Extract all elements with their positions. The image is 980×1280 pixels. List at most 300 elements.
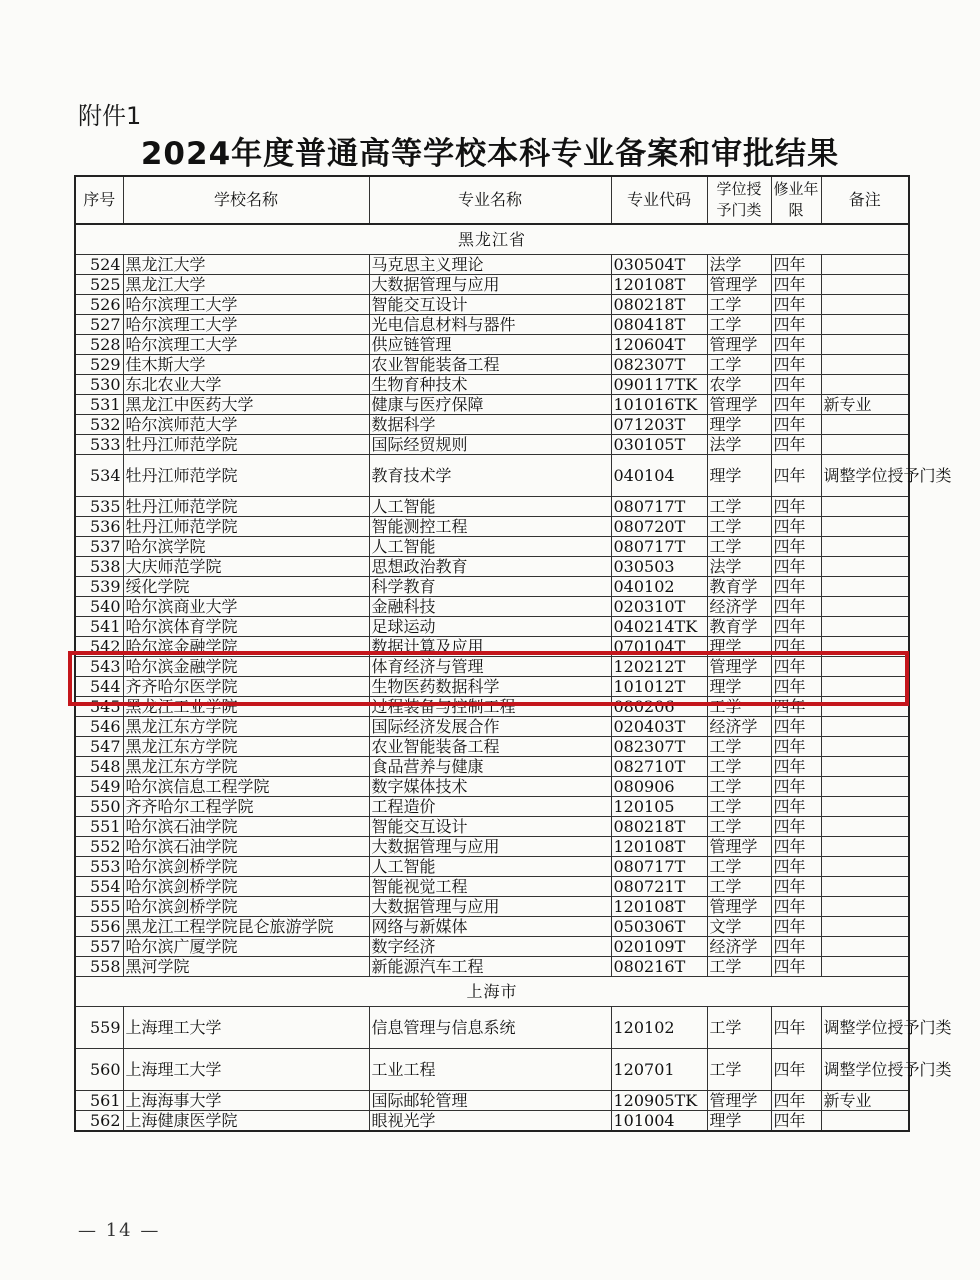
cell-code: 082710T	[611, 757, 707, 777]
cell-degree: 法学	[707, 435, 771, 455]
cell-major: 金融科技	[369, 597, 611, 617]
cell-major: 智能视觉工程	[369, 877, 611, 897]
cell-note	[821, 435, 909, 455]
cell-years: 四年	[771, 1007, 821, 1049]
document-title: 2024年度普通高等学校本科专业备案和审批结果	[140, 136, 840, 172]
table-row	[75, 777, 909, 797]
cell-school: 哈尔滨师范大学	[123, 415, 369, 435]
cell-school: 黑龙江东方学院	[123, 757, 369, 777]
cell-code: 120701	[611, 1049, 707, 1091]
cell-note	[821, 637, 909, 657]
cell-note: 调整学位授予门类	[821, 455, 909, 497]
table-row	[75, 335, 909, 355]
cell-years: 四年	[771, 877, 821, 897]
cell-degree: 工学	[707, 857, 771, 877]
table-body	[75, 224, 952, 1131]
cell-school: 哈尔滨广厦学院	[123, 937, 369, 957]
cell-no: 536	[75, 517, 123, 537]
cell-note	[821, 255, 909, 275]
cell-code: 030504T	[611, 255, 707, 275]
cell-years: 四年	[771, 657, 821, 677]
cell-note	[821, 957, 909, 977]
cell-major: 健康与医疗保障	[369, 395, 611, 415]
cell-years: 四年	[771, 837, 821, 857]
cell-note	[821, 837, 909, 857]
cell-years: 四年	[771, 295, 821, 315]
cell-years: 四年	[771, 1111, 821, 1132]
cell-degree: 理学	[707, 455, 771, 497]
table-row	[75, 717, 909, 737]
table-row	[75, 415, 909, 435]
cell-school: 哈尔滨金融学院	[123, 657, 369, 677]
cell-degree: 工学	[707, 355, 771, 375]
cell-degree: 工学	[707, 517, 771, 537]
cell-code: 080720T	[611, 517, 707, 537]
cell-years: 四年	[771, 315, 821, 335]
cell-major: 生物医药数据科学	[369, 677, 611, 697]
cell-code: 080717T	[611, 537, 707, 557]
table-row	[75, 275, 909, 295]
cell-school: 牡丹江师范学院	[123, 497, 369, 517]
cell-school: 哈尔滨理工大学	[123, 315, 369, 335]
cell-years: 四年	[771, 777, 821, 797]
table-row	[75, 897, 909, 917]
header-school: 学校名称	[123, 176, 369, 224]
cell-degree: 工学	[707, 697, 771, 717]
cell-no: 562	[75, 1111, 123, 1132]
cell-major: 数字媒体技术	[369, 777, 611, 797]
header-code: 专业代码	[611, 176, 707, 224]
cell-years: 四年	[771, 897, 821, 917]
cell-school: 大庆师范学院	[123, 557, 369, 577]
cell-no: 528	[75, 335, 123, 355]
province-row	[75, 224, 909, 255]
cell-no: 529	[75, 355, 123, 375]
cell-note	[821, 817, 909, 837]
cell-no: 546	[75, 717, 123, 737]
cell-years: 四年	[771, 697, 821, 717]
cell-no: 545	[75, 697, 123, 717]
cell-code: 082307T	[611, 737, 707, 757]
cell-no: 524	[75, 255, 123, 275]
cell-no: 534	[75, 455, 123, 497]
table-row	[75, 917, 909, 937]
majors-table	[74, 175, 952, 1132]
table-header-row	[75, 176, 909, 224]
cell-major: 国际经贸规则	[369, 435, 611, 455]
cell-note	[821, 697, 909, 717]
cell-code: 080721T	[611, 877, 707, 897]
cell-note	[821, 355, 909, 375]
cell-degree: 工学	[707, 877, 771, 897]
cell-no: 532	[75, 415, 123, 435]
cell-degree: 文学	[707, 917, 771, 937]
cell-code: 080218T	[611, 817, 707, 837]
table-row	[75, 737, 909, 757]
cell-no: 544	[75, 677, 123, 697]
cell-degree: 管理学	[707, 897, 771, 917]
header-no: 序号	[75, 176, 123, 224]
cell-no: 538	[75, 557, 123, 577]
cell-note	[821, 617, 909, 637]
cell-school: 上海海事大学	[123, 1091, 369, 1111]
province-name: 上海市	[75, 977, 909, 1007]
cell-major: 农业智能装备工程	[369, 355, 611, 375]
cell-note	[821, 375, 909, 395]
cell-school: 哈尔滨商业大学	[123, 597, 369, 617]
cell-code: 082307T	[611, 355, 707, 375]
cell-years: 四年	[771, 497, 821, 517]
cell-no: 552	[75, 837, 123, 857]
cell-major: 工业工程	[369, 1049, 611, 1091]
cell-school: 哈尔滨石油学院	[123, 837, 369, 857]
cell-code: 120108T	[611, 275, 707, 295]
cell-school: 齐齐哈尔医学院	[123, 677, 369, 697]
cell-degree: 管理学	[707, 335, 771, 355]
cell-major: 体育经济与管理	[369, 657, 611, 677]
cell-degree: 理学	[707, 677, 771, 697]
cell-school: 哈尔滨剑桥学院	[123, 897, 369, 917]
cell-no: 543	[75, 657, 123, 677]
cell-degree: 工学	[707, 737, 771, 757]
cell-degree: 法学	[707, 255, 771, 275]
cell-code: 101012T	[611, 677, 707, 697]
cell-major: 国际邮轮管理	[369, 1091, 611, 1111]
table-row	[75, 797, 909, 817]
cell-code: 101004	[611, 1111, 707, 1132]
cell-school: 哈尔滨理工大学	[123, 295, 369, 315]
table-row	[75, 657, 909, 677]
cell-school: 黑龙江东方学院	[123, 717, 369, 737]
table-row	[75, 857, 909, 877]
table-row	[75, 557, 909, 577]
cell-years: 四年	[771, 677, 821, 697]
cell-major: 光电信息材料与器件	[369, 315, 611, 335]
cell-years: 四年	[771, 517, 821, 537]
cell-school: 哈尔滨学院	[123, 537, 369, 557]
cell-major: 智能测控工程	[369, 517, 611, 537]
cell-years: 四年	[771, 757, 821, 777]
cell-no: 556	[75, 917, 123, 937]
cell-note	[821, 777, 909, 797]
table-row	[75, 1007, 909, 1049]
cell-major: 大数据管理与应用	[369, 897, 611, 917]
cell-no: 548	[75, 757, 123, 777]
table-row	[75, 295, 909, 315]
cell-code: 080218T	[611, 295, 707, 315]
page-number: — 14 —	[78, 1220, 161, 1241]
cell-school: 哈尔滨金融学院	[123, 637, 369, 657]
cell-school: 黑龙江工程学院昆仑旅游学院	[123, 917, 369, 937]
cell-degree: 理学	[707, 1111, 771, 1132]
cell-note	[821, 557, 909, 577]
cell-years: 四年	[771, 597, 821, 617]
cell-note	[821, 857, 909, 877]
cell-degree: 工学	[707, 1007, 771, 1049]
cell-major: 数字经济	[369, 937, 611, 957]
cell-degree: 管理学	[707, 657, 771, 677]
cell-note	[821, 295, 909, 315]
province-name: 黑龙江省	[75, 224, 909, 255]
cell-years: 四年	[771, 255, 821, 275]
cell-no: 526	[75, 295, 123, 315]
cell-code: 020403T	[611, 717, 707, 737]
table-row	[75, 497, 909, 517]
cell-major: 供应链管理	[369, 335, 611, 355]
table-row	[75, 375, 909, 395]
table-row	[75, 597, 909, 617]
cell-years: 四年	[771, 375, 821, 395]
cell-major: 农业智能装备工程	[369, 737, 611, 757]
cell-code: 120212T	[611, 657, 707, 677]
cell-note: 新专业	[821, 395, 909, 415]
cell-code: 120108T	[611, 837, 707, 857]
cell-years: 四年	[771, 917, 821, 937]
cell-school: 黑龙江大学	[123, 275, 369, 295]
cell-years: 四年	[771, 817, 821, 837]
cell-degree: 工学	[707, 315, 771, 335]
cell-degree: 经济学	[707, 937, 771, 957]
cell-years: 四年	[771, 415, 821, 435]
attachment-label: 附件1	[78, 102, 142, 130]
cell-code: 030105T	[611, 435, 707, 455]
cell-note	[821, 1111, 909, 1132]
cell-major: 人工智能	[369, 857, 611, 877]
cell-degree: 工学	[707, 957, 771, 977]
cell-note	[821, 757, 909, 777]
cell-code: 080906	[611, 777, 707, 797]
cell-degree: 管理学	[707, 1091, 771, 1111]
cell-degree: 工学	[707, 537, 771, 557]
cell-school: 上海理工大学	[123, 1049, 369, 1091]
cell-code: 120105	[611, 797, 707, 817]
cell-major: 人工智能	[369, 497, 611, 517]
cell-major: 过程装备与控制工程	[369, 697, 611, 717]
cell-years: 四年	[771, 1091, 821, 1111]
cell-no: 550	[75, 797, 123, 817]
cell-code: 080717T	[611, 857, 707, 877]
cell-no: 549	[75, 777, 123, 797]
header-degree: 学位授予门类	[707, 176, 771, 224]
cell-degree: 教育学	[707, 577, 771, 597]
cell-no: 555	[75, 897, 123, 917]
cell-degree: 工学	[707, 797, 771, 817]
cell-years: 四年	[771, 857, 821, 877]
cell-degree: 工学	[707, 777, 771, 797]
cell-note	[821, 415, 909, 435]
cell-degree: 工学	[707, 1049, 771, 1091]
cell-school: 黑龙江大学	[123, 255, 369, 275]
cell-note	[821, 877, 909, 897]
cell-school: 黑河学院	[123, 957, 369, 977]
cell-major: 人工智能	[369, 537, 611, 557]
table-row	[75, 455, 909, 497]
cell-no: 537	[75, 537, 123, 557]
cell-note: 调整学位授予门类	[821, 1007, 909, 1049]
cell-note	[821, 717, 909, 737]
cell-school: 佳木斯大学	[123, 355, 369, 375]
cell-school: 哈尔滨理工大学	[123, 335, 369, 355]
cell-code: 020310T	[611, 597, 707, 617]
table-row	[75, 1049, 909, 1091]
table-row	[75, 395, 909, 415]
cell-school: 绥化学院	[123, 577, 369, 597]
cell-note	[821, 657, 909, 677]
cell-years: 四年	[771, 1049, 821, 1091]
cell-note: 新专业	[821, 1091, 909, 1111]
cell-years: 四年	[771, 637, 821, 657]
cell-no: 560	[75, 1049, 123, 1091]
cell-code: 090117TK	[611, 375, 707, 395]
cell-degree: 管理学	[707, 395, 771, 415]
cell-no: 547	[75, 737, 123, 757]
header-years: 修业年限	[771, 176, 821, 224]
cell-degree: 经济学	[707, 717, 771, 737]
cell-school: 牡丹江师范学院	[123, 517, 369, 537]
cell-major: 思想政治教育	[369, 557, 611, 577]
cell-major: 大数据管理与应用	[369, 275, 611, 295]
table-row	[75, 937, 909, 957]
cell-no: 533	[75, 435, 123, 455]
table-row	[75, 677, 909, 697]
cell-note	[821, 937, 909, 957]
cell-degree: 经济学	[707, 597, 771, 617]
province-row	[75, 977, 909, 1007]
table-row	[75, 1091, 909, 1111]
cell-major: 科学教育	[369, 577, 611, 597]
cell-no: 539	[75, 577, 123, 597]
cell-school: 哈尔滨剑桥学院	[123, 877, 369, 897]
cell-school: 牡丹江师范学院	[123, 435, 369, 455]
cell-years: 四年	[771, 435, 821, 455]
cell-code: 020109T	[611, 937, 707, 957]
cell-code: 120905TK	[611, 1091, 707, 1111]
cell-no: 535	[75, 497, 123, 517]
cell-note	[821, 677, 909, 697]
cell-years: 四年	[771, 957, 821, 977]
cell-note	[821, 737, 909, 757]
cell-code: 080206	[611, 697, 707, 717]
cell-code: 080717T	[611, 497, 707, 517]
cell-degree: 理学	[707, 415, 771, 435]
cell-code: 120108T	[611, 897, 707, 917]
cell-no: 553	[75, 857, 123, 877]
cell-note	[821, 497, 909, 517]
cell-school: 哈尔滨体育学院	[123, 617, 369, 637]
cell-note	[821, 315, 909, 335]
cell-years: 四年	[771, 937, 821, 957]
cell-major: 足球运动	[369, 617, 611, 637]
cell-no: 540	[75, 597, 123, 617]
cell-note	[821, 335, 909, 355]
table-row	[75, 757, 909, 777]
table-row	[75, 577, 909, 597]
table-row	[75, 697, 909, 717]
cell-code: 070104T	[611, 637, 707, 657]
cell-years: 四年	[771, 275, 821, 295]
cell-degree: 法学	[707, 557, 771, 577]
cell-years: 四年	[771, 557, 821, 577]
cell-school: 黑龙江东方学院	[123, 737, 369, 757]
cell-major: 新能源汽车工程	[369, 957, 611, 977]
cell-degree: 管理学	[707, 275, 771, 295]
cell-school: 哈尔滨石油学院	[123, 817, 369, 837]
cell-degree: 管理学	[707, 837, 771, 857]
cell-note: 调整学位授予门类	[821, 1049, 909, 1091]
cell-major: 工程造价	[369, 797, 611, 817]
cell-note	[821, 275, 909, 295]
cell-school: 哈尔滨剑桥学院	[123, 857, 369, 877]
cell-note	[821, 597, 909, 617]
cell-degree: 教育学	[707, 617, 771, 637]
cell-major: 智能交互设计	[369, 817, 611, 837]
cell-years: 四年	[771, 537, 821, 557]
cell-school: 牡丹江师范学院	[123, 455, 369, 497]
cell-years: 四年	[771, 355, 821, 375]
cell-code: 050306T	[611, 917, 707, 937]
cell-note	[821, 537, 909, 557]
header-note: 备注	[821, 176, 909, 224]
cell-no: 530	[75, 375, 123, 395]
table-row	[75, 837, 909, 857]
table-row	[75, 617, 909, 637]
cell-no: 531	[75, 395, 123, 415]
cell-code: 040104	[611, 455, 707, 497]
cell-major: 食品营养与健康	[369, 757, 611, 777]
cell-no: 527	[75, 315, 123, 335]
cell-no: 561	[75, 1091, 123, 1111]
cell-code: 040102	[611, 577, 707, 597]
table-row	[75, 957, 909, 977]
cell-school: 上海健康医学院	[123, 1111, 369, 1132]
cell-major: 信息管理与信息系统	[369, 1007, 611, 1049]
cell-code: 030503	[611, 557, 707, 577]
table-row	[75, 537, 909, 557]
cell-school: 齐齐哈尔工程学院	[123, 797, 369, 817]
cell-degree: 工学	[707, 295, 771, 315]
cell-code: 120604T	[611, 335, 707, 355]
cell-major: 网络与新媒体	[369, 917, 611, 937]
cell-major: 智能交互设计	[369, 295, 611, 315]
table-row	[75, 355, 909, 375]
table-row	[75, 517, 909, 537]
header-major: 专业名称	[369, 176, 611, 224]
cell-major: 生物育种技术	[369, 375, 611, 395]
cell-note	[821, 577, 909, 597]
cell-school: 黑龙江工业学院	[123, 697, 369, 717]
cell-degree: 农学	[707, 375, 771, 395]
cell-degree: 工学	[707, 817, 771, 837]
cell-note	[821, 897, 909, 917]
cell-school: 上海理工大学	[123, 1007, 369, 1049]
cell-no: 525	[75, 275, 123, 295]
cell-code: 071203T	[611, 415, 707, 435]
cell-major: 国际经济发展合作	[369, 717, 611, 737]
table-row	[75, 877, 909, 897]
table-row	[75, 817, 909, 837]
cell-years: 四年	[771, 737, 821, 757]
cell-code: 040214TK	[611, 617, 707, 637]
cell-years: 四年	[771, 335, 821, 355]
cell-major: 马克思主义理论	[369, 255, 611, 275]
cell-school: 哈尔滨信息工程学院	[123, 777, 369, 797]
cell-major: 数据计算及应用	[369, 637, 611, 657]
cell-degree: 工学	[707, 757, 771, 777]
cell-code: 120102	[611, 1007, 707, 1049]
cell-major: 教育技术学	[369, 455, 611, 497]
cell-years: 四年	[771, 455, 821, 497]
cell-code: 080418T	[611, 315, 707, 335]
